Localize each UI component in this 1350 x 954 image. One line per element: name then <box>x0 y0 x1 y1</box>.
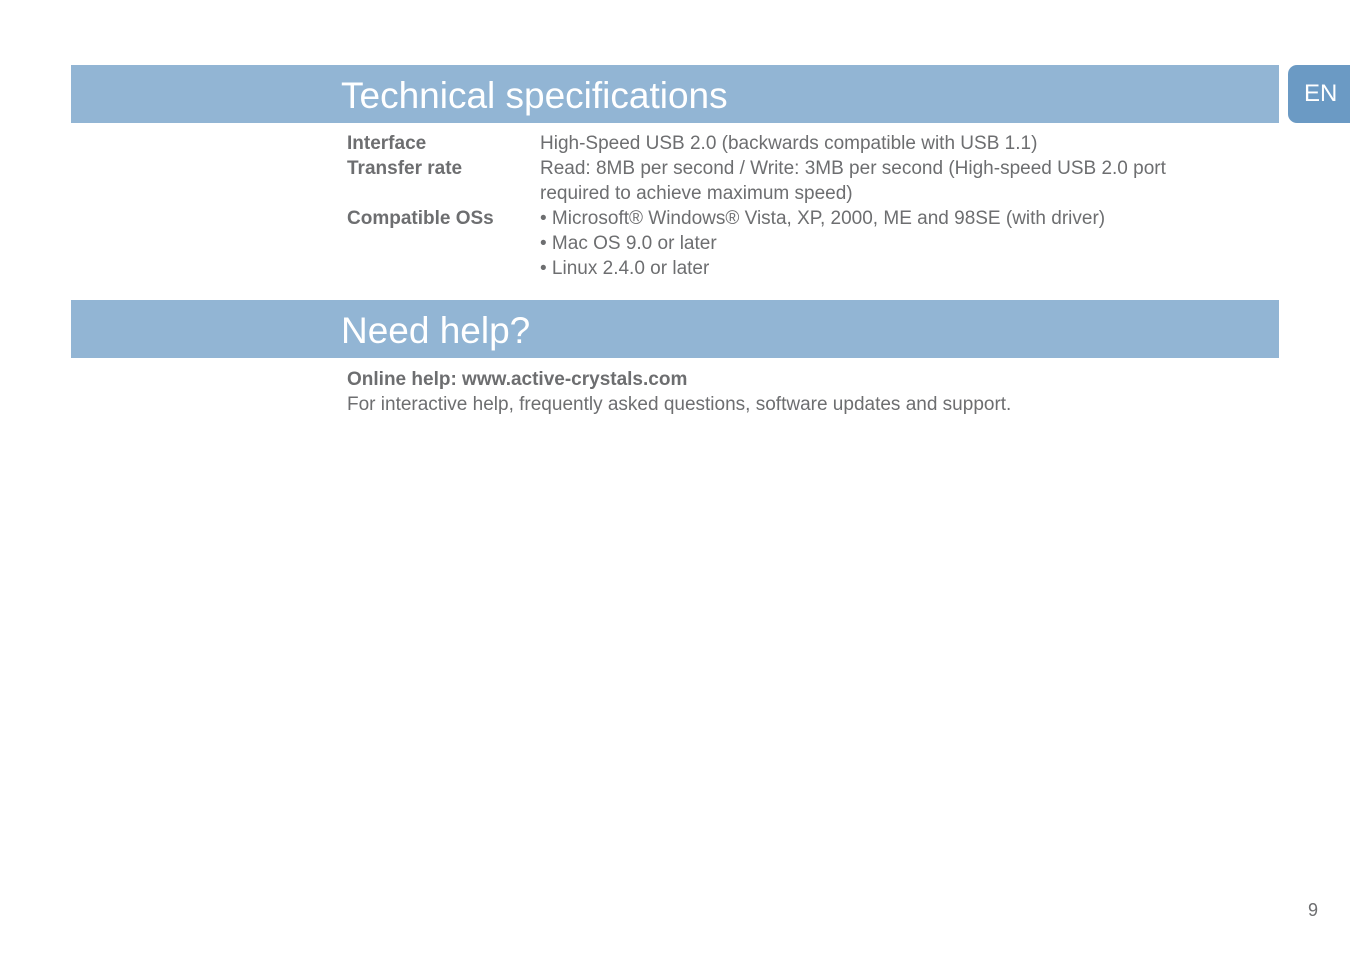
spec-value-line: • Microsoft® Windows® Vista, XP, 2000, ME and 98SE (with driver) <box>540 208 1106 229</box>
spec-row-compatible-os <box>347 206 1247 281</box>
spec-label: Compatible OSs <box>347 208 494 229</box>
spec-value <box>540 156 1247 206</box>
spec-row-interface <box>347 131 1247 156</box>
spec-row-transfer-rate <box>347 156 1247 206</box>
spec-value-line: required to achieve maximum speed) <box>540 183 853 204</box>
spec-label: Transfer rate <box>347 158 463 179</box>
help-block <box>347 367 1247 417</box>
help-section-title: Need help? <box>341 310 531 351</box>
online-help-heading: Online help: www.active-crystals.com <box>347 369 688 390</box>
spec-value <box>540 206 1247 281</box>
specs-table <box>347 131 1247 281</box>
spec-value <box>540 131 1247 156</box>
spec-value-line: Read: 8MB per second / Write: 3MB per second (High-speed USB 2.0 port <box>540 158 1166 179</box>
language-tab: EN <box>1288 65 1350 123</box>
spec-value-line: • Mac OS 9.0 or later <box>540 233 717 254</box>
spec-value-line: High-Speed USB 2.0 (backwards compatible with USB 1.1) <box>540 133 1038 154</box>
page-number: 9 <box>1308 900 1319 920</box>
online-help-text: For interactive help, frequently asked questions, software updates and support. <box>347 394 1012 415</box>
help-header-band <box>71 300 1279 358</box>
spec-label: Interface <box>347 133 427 154</box>
specs-section-title: Technical specifications <box>341 75 728 116</box>
spec-value-line: • Linux 2.4.0 or later <box>540 258 710 279</box>
